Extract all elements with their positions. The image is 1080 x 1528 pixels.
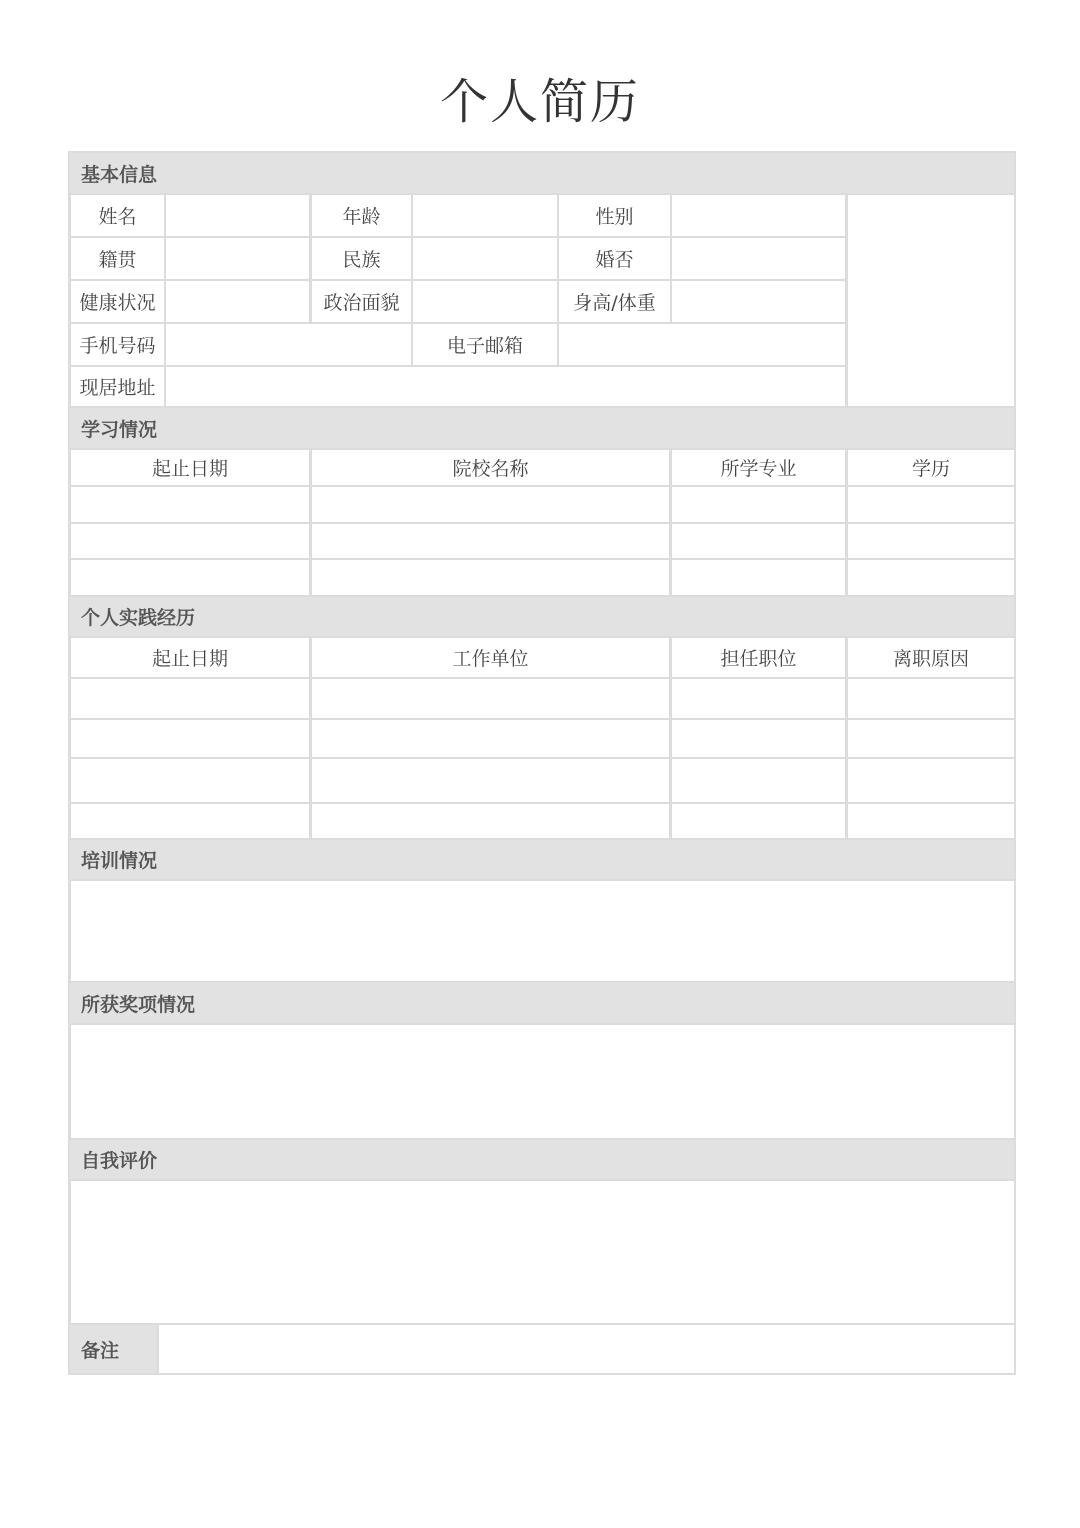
political-status-field[interactable]: [413, 281, 557, 322]
practice-col-position: 担任职位: [672, 638, 845, 677]
section-header-basic-info: 基本信息: [70, 153, 1014, 193]
education-col-dates: 起止日期: [71, 450, 309, 485]
education-row-3-dates[interactable]: [71, 560, 309, 595]
practice-row-4-leave-reason[interactable]: [848, 804, 1014, 838]
practice-row-3-leave-reason[interactable]: [848, 759, 1014, 802]
remarks-label: 备注: [70, 1325, 157, 1373]
practice-row-1-leave-reason[interactable]: [848, 679, 1014, 718]
education-row-3-degree[interactable]: [848, 560, 1014, 595]
practice-row-3-dates[interactable]: [71, 759, 309, 802]
practice-row-1-position[interactable]: [672, 679, 845, 718]
education-row-1-school[interactable]: [312, 487, 669, 522]
awards-field[interactable]: [71, 1025, 1014, 1138]
ethnicity-field[interactable]: [413, 238, 557, 279]
name-field[interactable]: [166, 195, 309, 236]
education-row-1-dates[interactable]: [71, 487, 309, 522]
education-row-2-degree[interactable]: [848, 524, 1014, 558]
label-age: 年龄: [312, 195, 411, 236]
practice-row-2-dates[interactable]: [71, 720, 309, 757]
section-header-education: 学习情况: [70, 408, 1014, 448]
practice-col-dates: 起止日期: [71, 638, 309, 677]
phone-field[interactable]: [166, 324, 411, 365]
section-header-self-evaluation: 自我评价: [70, 1140, 1014, 1179]
resume-form: [68, 151, 1016, 1375]
height-weight-field[interactable]: [672, 281, 845, 322]
training-field[interactable]: [71, 881, 1014, 981]
label-political-status: 政治面貌: [312, 281, 411, 322]
self-evaluation-field[interactable]: [71, 1181, 1014, 1323]
practice-row-1-dates[interactable]: [71, 679, 309, 718]
marital-status-field[interactable]: [672, 238, 845, 279]
practice-row-3-position[interactable]: [672, 759, 845, 802]
page-title: 个人简历: [439, 74, 640, 130]
email-field[interactable]: [559, 324, 845, 365]
practice-row-4-employer[interactable]: [312, 804, 669, 838]
practice-row-1-employer[interactable]: [312, 679, 669, 718]
native-place-field[interactable]: [166, 238, 309, 279]
practice-row-2-leave-reason[interactable]: [848, 720, 1014, 757]
education-row-2-major[interactable]: [672, 524, 845, 558]
practice-row-4-dates[interactable]: [71, 804, 309, 838]
photo-box[interactable]: [848, 195, 1014, 406]
label-marital-status: 婚否: [559, 238, 670, 279]
practice-col-leave-reason: 离职原因: [848, 638, 1014, 677]
education-row-3-major[interactable]: [672, 560, 845, 595]
education-row-3-school[interactable]: [312, 560, 669, 595]
education-col-degree: 学历: [848, 450, 1014, 485]
label-address: 现居地址: [71, 367, 164, 406]
gender-field[interactable]: [672, 195, 845, 236]
practice-row-4-position[interactable]: [672, 804, 845, 838]
health-field[interactable]: [166, 281, 309, 322]
practice-row-2-employer[interactable]: [312, 720, 669, 757]
label-ethnicity: 民族: [312, 238, 411, 279]
education-row-1-degree[interactable]: [848, 487, 1014, 522]
label-health: 健康状况: [71, 281, 164, 322]
label-email: 电子邮箱: [413, 324, 557, 365]
practice-col-employer: 工作单位: [312, 638, 669, 677]
section-header-practice: 个人实践经历: [70, 597, 1014, 636]
education-col-school: 院校名称: [312, 450, 669, 485]
section-header-awards: 所获奖项情况: [70, 983, 1014, 1023]
label-height-weight: 身高/体重: [559, 281, 670, 322]
education-row-1-major[interactable]: [672, 487, 845, 522]
section-header-training: 培训情况: [70, 840, 1014, 879]
label-name: 姓名: [71, 195, 164, 236]
education-col-major: 所学专业: [672, 450, 845, 485]
age-field[interactable]: [413, 195, 557, 236]
education-row-2-dates[interactable]: [71, 524, 309, 558]
label-native-place: 籍贯: [71, 238, 164, 279]
practice-row-2-position[interactable]: [672, 720, 845, 757]
label-phone: 手机号码: [71, 324, 164, 365]
practice-row-3-employer[interactable]: [312, 759, 669, 802]
remarks-field[interactable]: [159, 1325, 1014, 1373]
education-row-2-school[interactable]: [312, 524, 669, 558]
address-field[interactable]: [166, 367, 845, 406]
label-gender: 性别: [559, 195, 670, 236]
